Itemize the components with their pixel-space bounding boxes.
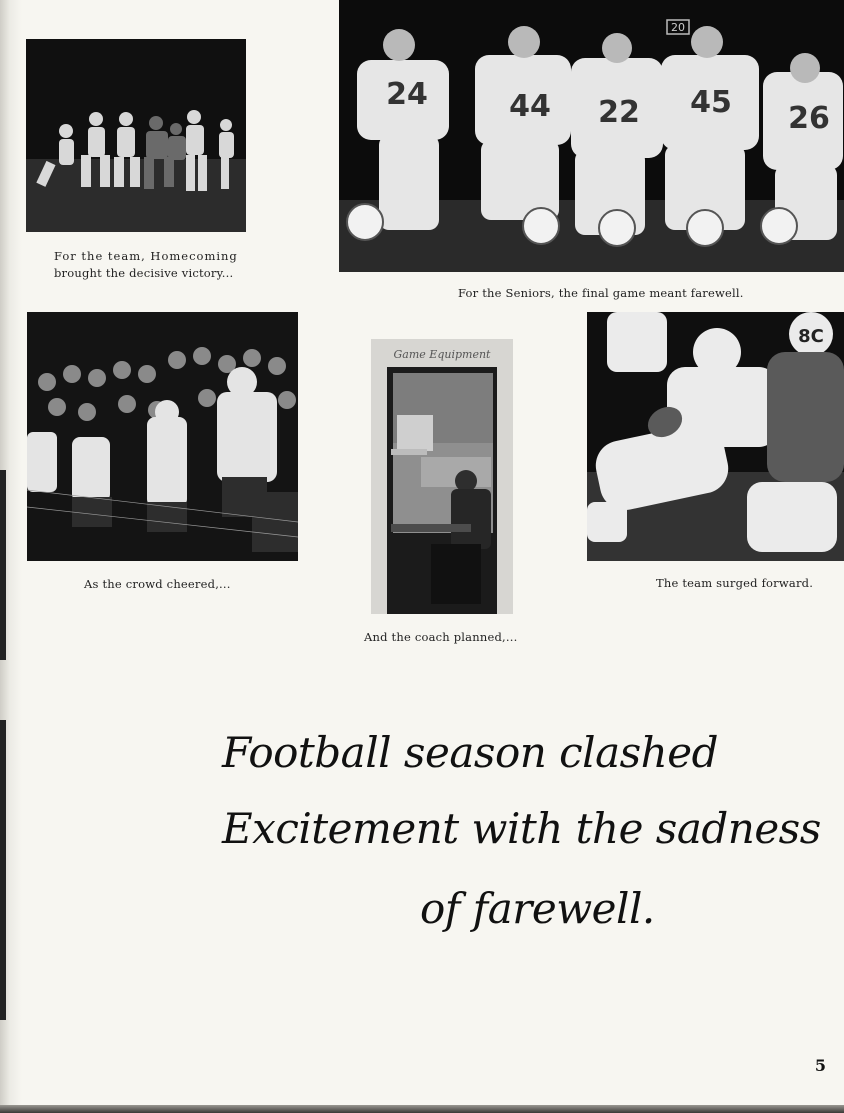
jersey-number: 44 [509,89,551,124]
homecoming-action-photo [26,39,246,232]
headline-line-2: Excitement with the sadness [222,804,821,853]
coach-caption: And the coach planned,... [364,630,518,644]
game-equipment-sign: Game Equipment [393,348,491,361]
coach-photo [371,339,513,614]
binding-edge-mark [0,470,6,660]
team-surge-caption: The team surged forward. [656,576,814,590]
headline-line-3: of farewell. [420,884,655,933]
page-number: 5 [814,1056,826,1075]
jersey-number: 26 [788,101,830,136]
crowd-caption: As the crowd cheered,... [84,577,231,591]
page-binding-shadow [0,0,22,1113]
seniors-caption: For the Seniors, the final game meant farewell. [458,286,744,300]
binding-edge-mark [0,720,6,1020]
homecoming-caption-line-1: For the team, Homecoming [54,249,238,263]
crowd-photo [27,312,298,561]
field-marker-20: 20 [671,21,685,34]
jersey-number: 22 [598,95,640,130]
headline-line-1: Football season clashed [222,728,718,777]
player-number-8c: 8C [798,326,824,347]
team-surge-photo [587,312,844,561]
seniors-photo [339,0,844,272]
page-bottom-edge [0,1105,844,1113]
homecoming-caption-line-2: brought the decisive victory... [54,266,234,280]
jersey-number: 24 [386,77,428,112]
jersey-number: 45 [690,85,732,120]
